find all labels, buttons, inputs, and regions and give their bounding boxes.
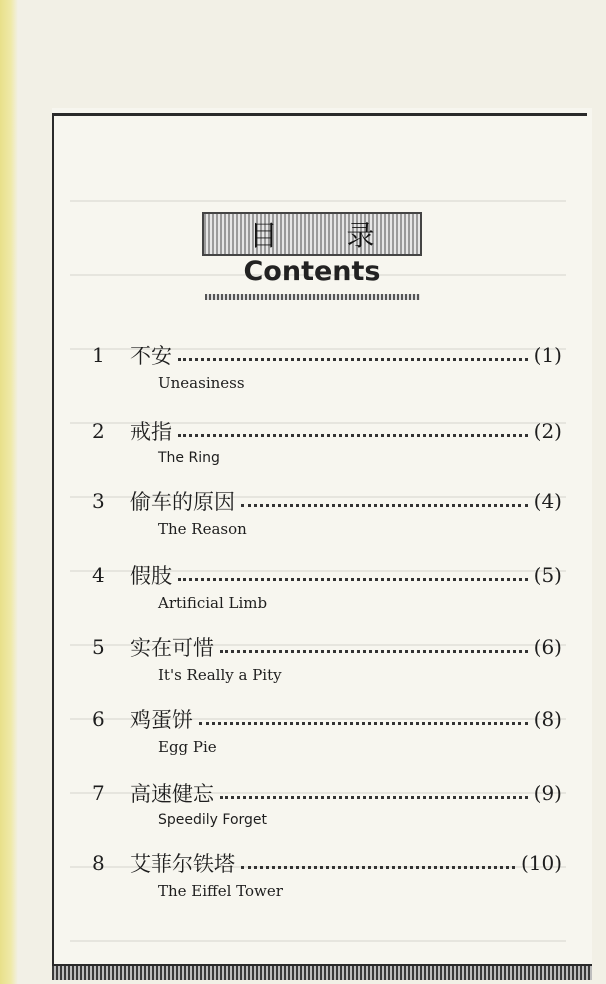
- contents-title-english: Contents: [243, 256, 381, 287]
- entry-page-number: (8): [533, 707, 562, 731]
- toc-entry[interactable]: [92, 486, 562, 546]
- left-border-rule: [52, 113, 54, 973]
- entry-title-chinese: 实在可惜: [130, 636, 214, 660]
- entry-page-number: (10): [520, 851, 562, 875]
- entry-number: 4: [92, 563, 105, 587]
- entry-title-english: The Eiffel Tower: [158, 882, 283, 900]
- entry-number: 7: [92, 781, 105, 805]
- title-underline: [205, 294, 420, 300]
- dot-leader: [241, 866, 515, 869]
- entry-title-chinese: 假肢: [130, 564, 172, 588]
- entry-page-number: (6): [533, 635, 562, 659]
- entry-title-english: Uneasiness: [158, 374, 245, 392]
- contents-title-chinese: 目 录: [249, 219, 405, 252]
- entry-page-number: (2): [533, 419, 562, 443]
- bottom-border-band: [52, 964, 592, 980]
- toc-entry[interactable]: [92, 340, 562, 400]
- toc-entry[interactable]: [92, 560, 562, 620]
- entry-title-english: Egg Pie: [158, 738, 217, 756]
- entry-title-english: Speedily Forget: [158, 812, 268, 828]
- entry-number: 5: [92, 635, 105, 659]
- entry-number: 2: [92, 419, 105, 443]
- dot-leader: [178, 358, 528, 361]
- toc-entry[interactable]: [92, 848, 562, 908]
- dot-leader: [178, 434, 528, 437]
- entry-number: 1: [92, 343, 105, 367]
- page-edge: [0, 0, 18, 984]
- entry-title-chinese: 戒指: [130, 420, 172, 444]
- dot-leader: [241, 504, 528, 507]
- entry-page-number: (4): [533, 489, 562, 513]
- entry-title-english: It's Really a Pity: [158, 666, 282, 684]
- entry-title-chinese: 高速健忘: [130, 782, 214, 806]
- toc-entry[interactable]: [92, 632, 562, 692]
- entry-title-chinese: 艾菲尔铁塔: [130, 852, 235, 876]
- entry-page-number: (1): [533, 343, 562, 367]
- entry-title-chinese: 不安: [130, 344, 172, 368]
- dot-leader: [178, 578, 528, 581]
- contents-title-box: [202, 212, 422, 256]
- entry-number: 6: [92, 707, 105, 731]
- entry-title-english: The Ring: [158, 450, 220, 466]
- dot-leader: [220, 796, 528, 799]
- entry-title-english: Artificial Limb: [158, 594, 268, 612]
- entry-page-number: (9): [533, 781, 562, 805]
- toc-entry[interactable]: [92, 416, 562, 476]
- entry-title-chinese: 鸡蛋饼: [130, 708, 193, 732]
- entry-number: 8: [92, 851, 105, 875]
- dot-leader: [199, 722, 528, 725]
- dot-leader: [220, 650, 528, 653]
- entry-page-number: (5): [533, 563, 562, 587]
- entry-title-english: The Reason: [158, 520, 247, 538]
- entry-title-chinese: 偷车的原因: [130, 490, 235, 514]
- toc-entry[interactable]: [92, 704, 562, 764]
- top-border-rule: [52, 113, 587, 116]
- toc-entry[interactable]: [92, 778, 562, 838]
- entry-number: 3: [92, 489, 105, 513]
